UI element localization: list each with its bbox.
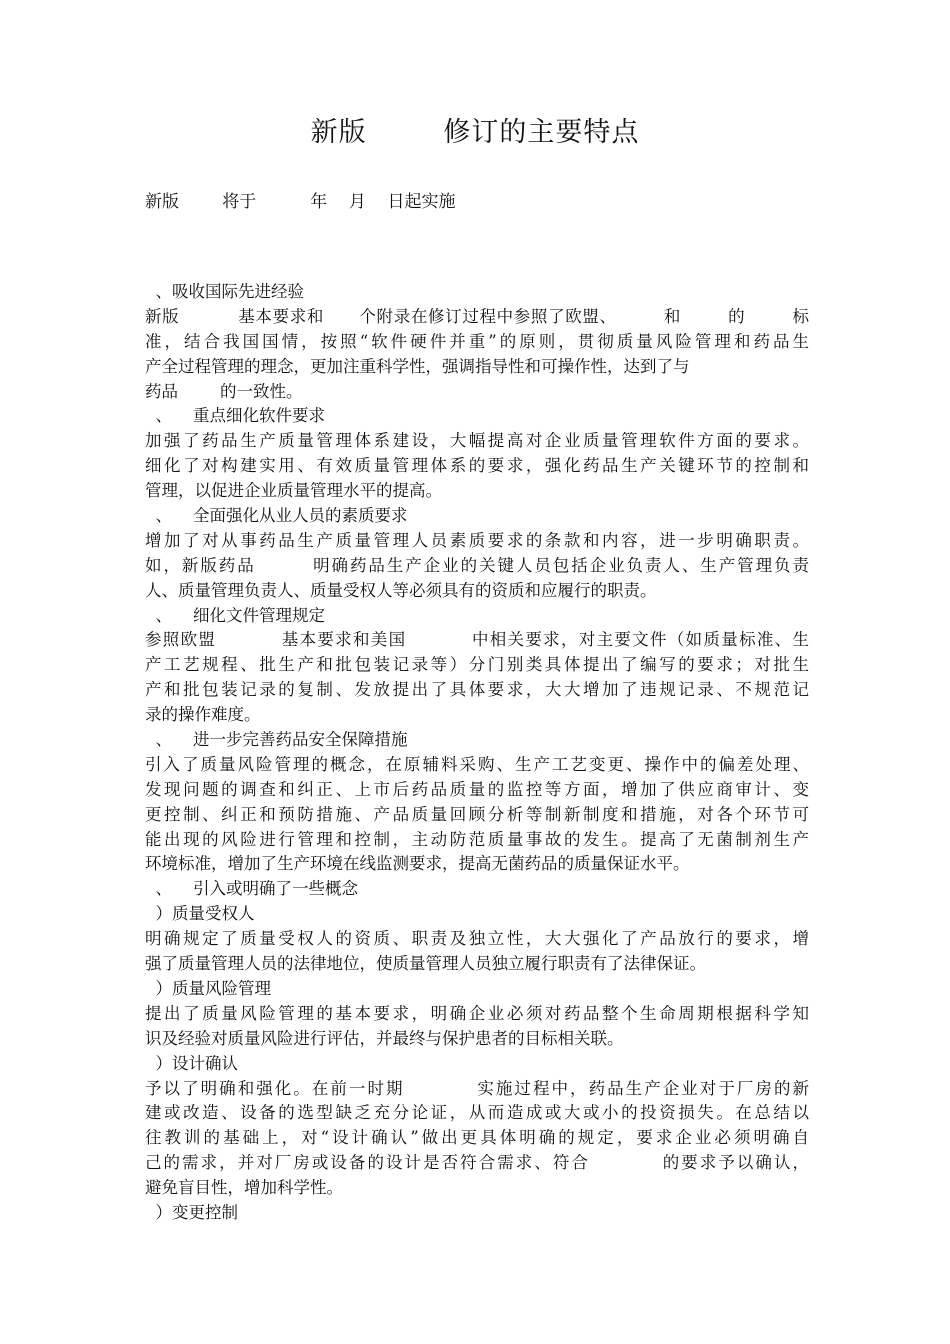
- document-body: [145, 280, 809, 1226]
- body-text-line: 环境标准，增加了生产环境在线监测要求，提高无菌药品的质量保证水平。: [145, 854, 690, 874]
- body-text-line: 避免盲目性，增加科学性。: [145, 1178, 343, 1198]
- body-text-line: 己的需求，并对厂房或设备的设计是否符合需求、符合 的要求予以确认，: [145, 1153, 809, 1173]
- section-heading: 、 细化文件管理规定: [145, 605, 325, 625]
- body-text-line: 药品 的一致性。: [145, 381, 303, 401]
- body-text-line: 管理，以促进企业质量管理水平的提高。: [145, 481, 442, 501]
- section-heading: 、 重点细化软件要求: [145, 406, 325, 426]
- body-text-line: 准，结合我国国情，按照“软件硬件并重”的原则，贯彻质量风险管理和药品生: [145, 331, 809, 351]
- body-text-line: 录的操作难度。: [145, 705, 261, 725]
- body-text-line: 引入了质量风险管理的概念，在原辅料采购、生产工艺变更、操作中的偏差处理、: [145, 754, 809, 774]
- body-text-line: 提出了质量风险管理的基本要求，明确企业必须对药品整个生命周期根据科学知: [145, 1003, 809, 1023]
- body-text-line: 更控制、纠正和预防措施、产品质量回顾分析等制新制度和措施，对各个环节可: [145, 804, 809, 824]
- document-title: 新版 修订的主要特点: [310, 117, 640, 148]
- body-text-line: 强了质量管理人员的法律地位，使质量管理人员独立履行职责有了法律保证。: [145, 954, 706, 974]
- body-text-line: 明确规定了质量受权人的资质、职责及独立性，大大强化了产品放行的要求，增: [145, 929, 809, 949]
- section-heading: 、 引入或明确了一些概念: [145, 879, 358, 899]
- body-text-line: 增加了对从事药品生产质量管理人员素质要求的条款和内容，进一步明确职责。: [145, 530, 809, 550]
- document-subtitle: 新版 将于 年 月 日起实施: [145, 192, 456, 212]
- body-text-line: 识及经验对质量风险进行评估，并最终与保护患者的目标相关联。: [145, 1028, 624, 1048]
- section-heading: ）质量受权人: [145, 904, 255, 924]
- body-text-line: 建或改造、设备的选型缺乏充分论证，从而造成或大或小的投资损失。在总结以: [145, 1103, 809, 1123]
- section-heading: 、 进一步完善药品安全保障措施: [145, 730, 408, 750]
- body-text-line: 参照欧盟 基本要求和美国 中相关要求，对主要文件（如质量标准、生: [145, 630, 809, 650]
- section-heading: ）质量风险管理: [145, 978, 271, 998]
- section-heading: ）设计确认: [145, 1053, 238, 1073]
- body-text-line: 人、质量管理负责人、质量受权人等必须具有的资质和应履行的职责。: [145, 580, 657, 600]
- body-text-line: 予以了明确和强化。在前一时期 实施过程中，药品生产企业对于厂房的新: [145, 1078, 809, 1098]
- body-text-line: 如，新版药品 明确药品生产企业的关键人员包括企业负责人、生产管理负责: [145, 555, 809, 575]
- body-text-line: 产和批包装记录的复制、发放提出了具体要求，大大增加了违规记录、不规范记: [145, 680, 809, 700]
- body-text-line: 产全过程管理的理念，更加注重科学性，强调指导性和可操作性，达到了与: [145, 356, 690, 376]
- section-heading: ）变更控制: [145, 1202, 238, 1222]
- section-heading: 、吸收国际先进经验: [145, 282, 304, 301]
- body-text-line: 加强了药品生产质量管理体系建设，大幅提高对企业质量管理软件方面的要求。: [145, 431, 809, 451]
- body-text-line: 往教训的基础上，对“设计确认”做出更具体明确的规定，要求企业必须明确自: [145, 1128, 809, 1148]
- body-text-line: 能出现的风险进行管理和控制，主动防范质量事故的发生。提高了无菌制剂生产: [145, 829, 809, 849]
- body-text-line: 细化了对构建实用、有效质量管理体系的要求，强化药品生产关键环节的控制和: [145, 456, 809, 476]
- section-heading: 、 全面强化从业人员的素质要求: [145, 506, 408, 526]
- body-text-line: 发现问题的调查和纠正、上市后药品质量的监控等方面，增加了供应商审计、变: [145, 779, 809, 799]
- body-text-line: 产工艺规程、批生产和批包装记录等）分门别类具体提出了编写的要求；对批生: [145, 655, 809, 675]
- body-text-line: 新版 基本要求和 个附录在修订过程中参照了欧盟、 和 的 标: [145, 306, 809, 326]
